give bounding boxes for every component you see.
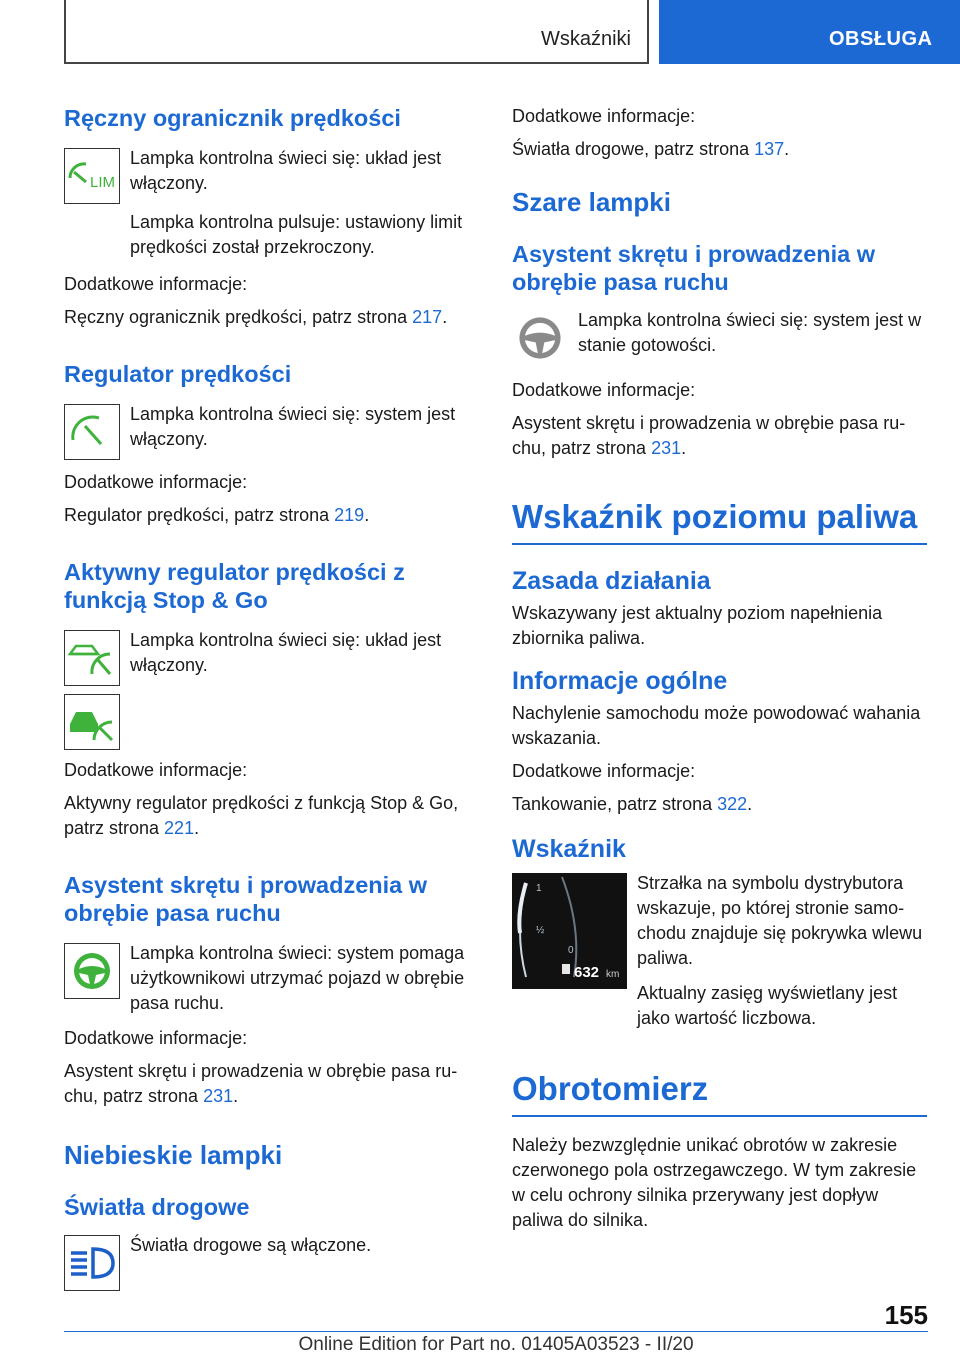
lane-grey-status-text: Lampka kontrolna świeci się: system jest w stanie gotowości.: [578, 310, 922, 355]
footer-edition: Online Edition for Part no. 01405A03523 - II/20: [298, 1334, 694, 1355]
steering-wheel-green-icon: [64, 943, 120, 999]
svg-text:km: km: [606, 969, 620, 980]
cruise-status-text: Lampka kontrolna świeci się: system jest włączony.: [130, 404, 456, 449]
footer-divider: [64, 1331, 928, 1332]
heading-indicator: Wskaźnik: [512, 835, 626, 863]
svg-text:1: 1: [536, 883, 542, 894]
heading-principle: Zasada działania: [512, 567, 711, 595]
high-beam-icon: [64, 1235, 120, 1291]
acc-indicator-row: [64, 628, 479, 686]
fuel-more-label: Dodatkowe informacje:: [512, 761, 696, 781]
fuel-gauge-image: [512, 873, 627, 989]
principle-text: Wskazywany jest aktualny poziom napełnienia zbiornika paliwa.: [512, 603, 883, 648]
lane-grey-row: [512, 308, 927, 366]
heading-grey-lamps: Szare lampki: [512, 187, 671, 217]
svg-text:632: 632: [574, 964, 600, 981]
heading-manual-limiter: Ręczny ogranicznik prędkości: [64, 105, 401, 131]
svg-text:LIM: LIM: [90, 174, 116, 191]
heading-acc: Aktywny regulator prędkości z funkcją Stop & Go: [64, 559, 405, 613]
cruise-indicator-row: [64, 402, 479, 460]
heading-blue-lamps: Niebieskie lampki: [64, 1140, 283, 1170]
svg-text:0: 0: [568, 945, 574, 956]
gauge-arrow-text: Strzałka na symbolu dystrybutora wskazuje, po której stronie samochodu znajduje się pokrywka wlewu paliwa.: [637, 873, 923, 968]
left-column: [64, 104, 479, 1291]
lane-grey-more-label: Dodatkowe informacje:: [512, 380, 696, 400]
acc-page-link[interactable]: 221: [164, 818, 195, 838]
lane-green-status-text: Lampka kontrolna świeci: system pomaga użytkownikowi utrzymać pojazd w obrębie pasa ruchu.: [130, 943, 465, 1013]
lim-indicator-row: [64, 146, 479, 204]
lim-pulse-text-a: Lampka kontrolna pulsuje: ustawiony limit prędkości został przekroczony.: [130, 212, 463, 257]
cruise-reference: Regulator prędkości, patrz strona 219.: [64, 505, 370, 525]
svg-text:½: ½: [536, 925, 545, 936]
heading-tachometer: Obrotomierz: [512, 1069, 927, 1117]
lane-green-page-link[interactable]: 231: [203, 1086, 234, 1106]
gauge-range-text: Aktualny zasięg wyświetlany jest jako wartość liczbowa.: [637, 983, 898, 1028]
cruise-control-icon: [64, 404, 120, 460]
speed-limiter-icon: [64, 148, 120, 204]
lim-more-label: Dodatkowe informacje:: [64, 274, 248, 294]
acc-reference: Aktywny regulator prędkości z funkcją Stop & Go, patrz strona 221.: [64, 793, 459, 838]
lane-green-more-label: Dodatkowe informacje:: [64, 1028, 248, 1048]
lane-green-reference: Asystent skrętu i prowadzenia w obrębie pasa ruchu, patrz strona 231.: [64, 1061, 458, 1106]
acc-outline-icon: [64, 630, 120, 686]
heading-lane-assist-green: Asystent skrętu i prowadzenia w obrębie pasa ruchu: [64, 872, 428, 926]
tachometer-text: Należy bezwzględnie unikać obrotów w zakresie czerwonego pola ostrzegawczego. W tym zakresie w celu ochrony silnika przerywany jest dopływ paliwa do silnika.: [512, 1135, 917, 1230]
acc-status-text: Lampka kontrolna świeci się: układ jest włączony.: [130, 630, 442, 675]
lim-page-link[interactable]: 217: [412, 307, 443, 327]
acc-filled-row: [64, 692, 479, 750]
cruise-more-label: Dodatkowe informacje:: [64, 472, 248, 492]
lane-grey-page-link[interactable]: 231: [651, 438, 682, 458]
high-beam-status-text: Światła drogowe są włączone.: [130, 1235, 372, 1255]
high-beam-row: [64, 1233, 479, 1291]
fuel-gauge-row: [512, 871, 927, 989]
lim-status-text: Lampka kontrolna świeci się: układ jest włączony.: [130, 148, 442, 193]
high-beam-more-label: Dodatkowe informacje:: [512, 106, 696, 126]
header-section-title: Wskaźniki: [540, 28, 631, 50]
acc-more-label: Dodatkowe informacje:: [64, 760, 248, 780]
fuel-page-link[interactable]: 322: [717, 794, 748, 814]
header-section-box: [64, 0, 649, 64]
heading-lane-assist-grey: Asystent skrętu i prowadzenia w obrębie pasa ruchu: [512, 241, 876, 295]
fuel-reference: Tankowanie, patrz strona 322.: [512, 794, 753, 814]
general-info-text: Nachylenie samochodu może powodować wahania wskazania.: [512, 703, 921, 748]
page-number: 155: [884, 1300, 928, 1330]
heading-fuel-gauge: Wskaźnik poziomu paliwa: [512, 497, 927, 545]
lane-grey-reference: Asystent skrętu i prowadzenia w obrębie pasa ruchu, patrz strona 231.: [512, 413, 906, 458]
header-chapter-title: OBSŁUGA: [829, 28, 933, 50]
heading-general-info: Informacje ogólne: [512, 667, 728, 695]
heading-cruise-control: Regulator prędkości: [64, 361, 292, 387]
heading-high-beam: Światła drogowe: [64, 1194, 250, 1220]
cruise-page-link[interactable]: 219: [334, 505, 365, 525]
acc-filled-car-icon: [64, 694, 120, 750]
steering-wheel-grey-icon: [512, 310, 568, 366]
lane-green-row: [64, 941, 479, 1016]
high-beam-page-link[interactable]: 137: [754, 139, 785, 159]
lim-reference: Ręczny ogranicznik prędkości, patrz strona 217.: [64, 307, 448, 327]
high-beam-reference: Światła drogowe, patrz strona 137.: [512, 139, 790, 159]
right-column: [512, 104, 927, 1233]
header-chapter-tab: [659, 0, 960, 64]
